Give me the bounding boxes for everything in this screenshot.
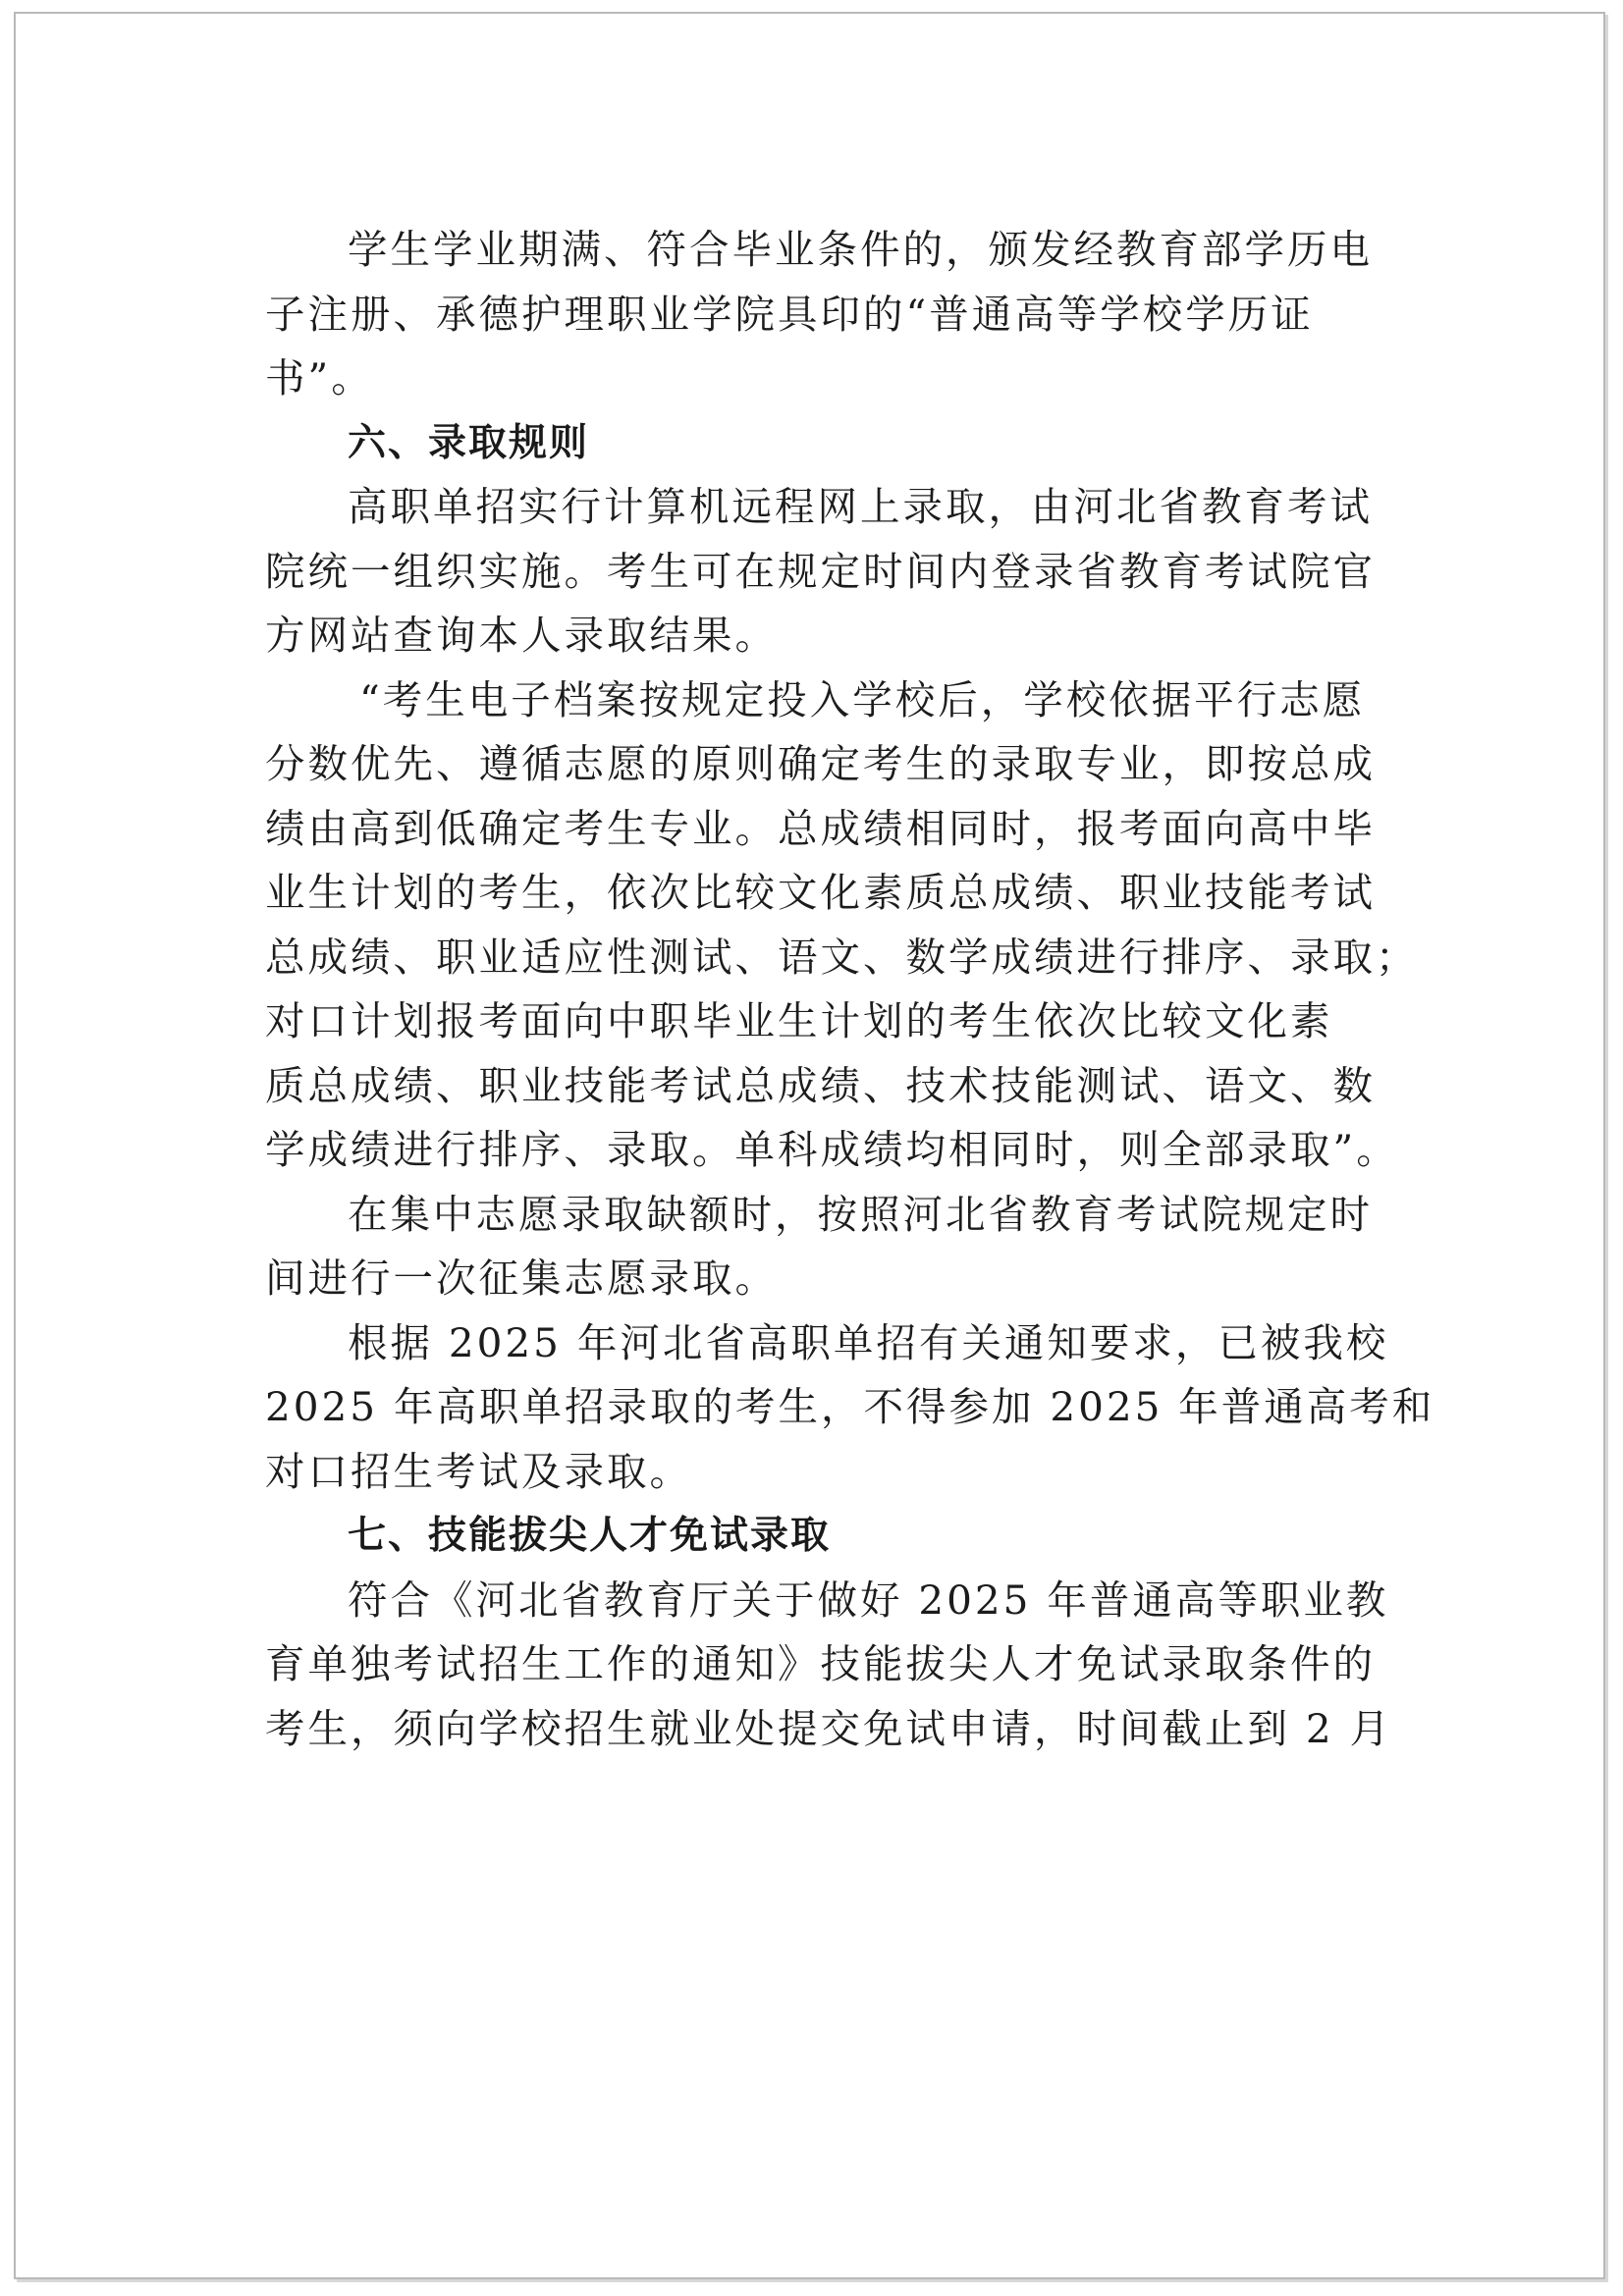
paragraph-exemption-application [265,1569,1393,1762]
document-body [265,218,1435,1761]
text-line: “考生电子档案按规定投入学校后，学校依据平行志愿 [359,675,1366,723]
section-heading-exam-exemption: 七、技能拔尖人才免试录取 [348,1514,832,1558]
text-line: 业生计划的考生，依次比较文化素质总成绩、职业技能考试 [265,869,1376,916]
text-line: 总成绩、职业适应性测试、语文、数学成绩进行排序、录取； [265,933,1419,981]
text-line: 对口计划报考面向中职毕业生计划的考生依次比较文化素 [265,997,1333,1044]
paragraph-supplementary-admission [265,1183,1377,1311]
text-line: 绩由高到低确定考生专业。总成绩相同时，报考面向高中毕 [265,804,1376,852]
text-line: 高职单招实行计算机远程网上录取，由河北省教育考试 [348,483,1373,530]
text-line: 在集中志愿录取缺额时，按照河北省教育考试院规定时 [348,1190,1373,1238]
text-line: 2025 年高职单招录取的考生，不得参加 2025 年普通高考和 [265,1383,1435,1430]
paragraph-ranking-rules [265,668,1419,1183]
text-line: 院统一组织实施。考生可在规定时间内登录省教育考试院官 [265,547,1376,595]
text-line: 学成绩进行排序、录取。单科成绩均相同时，则全部录取”。 [265,1126,1399,1173]
text-line: 分数优先、遵循志愿的原则确定考生的录取专业，即按总成 [265,740,1376,787]
text-line: 方网站查询本人录取结果。 [265,612,778,659]
text-line: 根据 2025 年河北省高职单招有关通知要求，已被我校 [348,1318,1389,1366]
paragraph-online-admission [265,475,1377,668]
text-line: 间进行一次征集志愿录取。 [265,1255,778,1302]
text-line: 育单独考试招生工作的通知》技能拔尖人才免试录取条件的 [265,1640,1376,1687]
text-line: 书”。 [265,354,374,401]
section-heading-admission-rules: 六、录取规则 [348,420,590,465]
text-line: 对口招生考试及录取。 [265,1447,692,1495]
paragraph-diploma [265,218,1377,411]
paragraph-exclusion-notice [265,1311,1435,1505]
text-line: 质总成绩、职业技能考试总成绩、技术技能测试、语文、数 [265,1061,1376,1109]
text-line: 考生，须向学校招生就业处提交免试申请，时间截止到 2 月 [265,1704,1393,1752]
text-line: 符合《河北省教育厅关于做好 2025 年普通高等职业教 [348,1575,1389,1624]
text-line: 子注册、承德护理职业学院具印的“普通高等学校学历证 [265,290,1314,338]
text-line: 学生学业期满、符合毕业条件的，颁发经教育部学历电 [348,226,1373,273]
